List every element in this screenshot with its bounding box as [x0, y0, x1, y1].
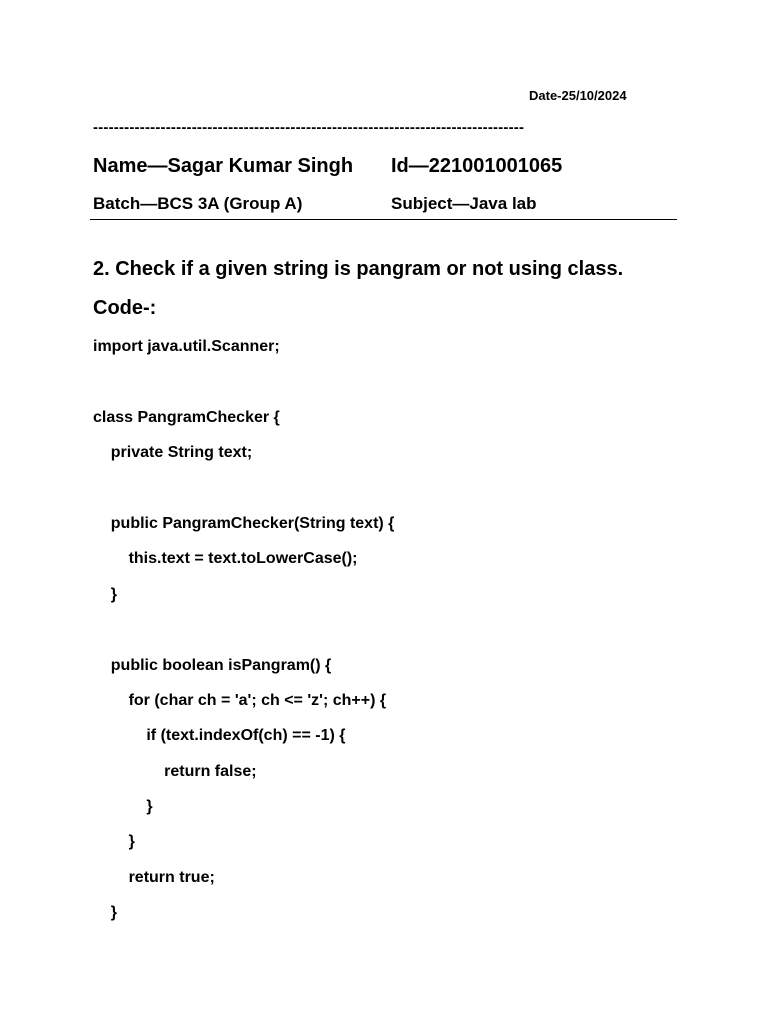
code-line: public boolean isPangram() {: [93, 656, 332, 674]
code-line: for (char ch = 'a'; ch <= 'z'; ch++) {: [93, 691, 387, 709]
code-line: [93, 369, 394, 404]
subject-info: Subject—Java lab: [391, 194, 537, 213]
code-line: [93, 476, 394, 511]
code-line: if (text.indexOf(ch) == -1) {: [93, 727, 346, 745]
batch-info: Batch—BCS 3A (Group A): [93, 194, 303, 213]
code-label: Code-:: [93, 297, 157, 319]
code-line: class PangramChecker {: [93, 408, 280, 426]
code-line: }: [93, 798, 153, 816]
student-name: Name—Sagar Kumar Singh: [93, 155, 354, 177]
code-block: [93, 334, 394, 936]
header-divider: [90, 219, 677, 220]
code-line: }: [93, 833, 135, 851]
code-line: this.text = text.toLowerCase();: [93, 550, 358, 568]
student-id: Id—221001001065: [391, 155, 563, 177]
code-line: [93, 617, 394, 652]
separator-dashes: -----------------------------------------------------------------------------------: [93, 119, 525, 136]
code-line: }: [93, 585, 118, 603]
date: Date-25/10/2024: [529, 88, 627, 103]
code-line: private String text;: [93, 444, 253, 462]
code-line: return false;: [93, 762, 257, 780]
code-line: }: [93, 904, 118, 922]
question-title: 2. Check if a given string is pangram or not using class.: [93, 258, 624, 280]
code-line: public PangramChecker(String text) {: [93, 514, 395, 532]
code-line: return true;: [93, 868, 215, 886]
code-line: import java.util.Scanner;: [93, 338, 280, 355]
